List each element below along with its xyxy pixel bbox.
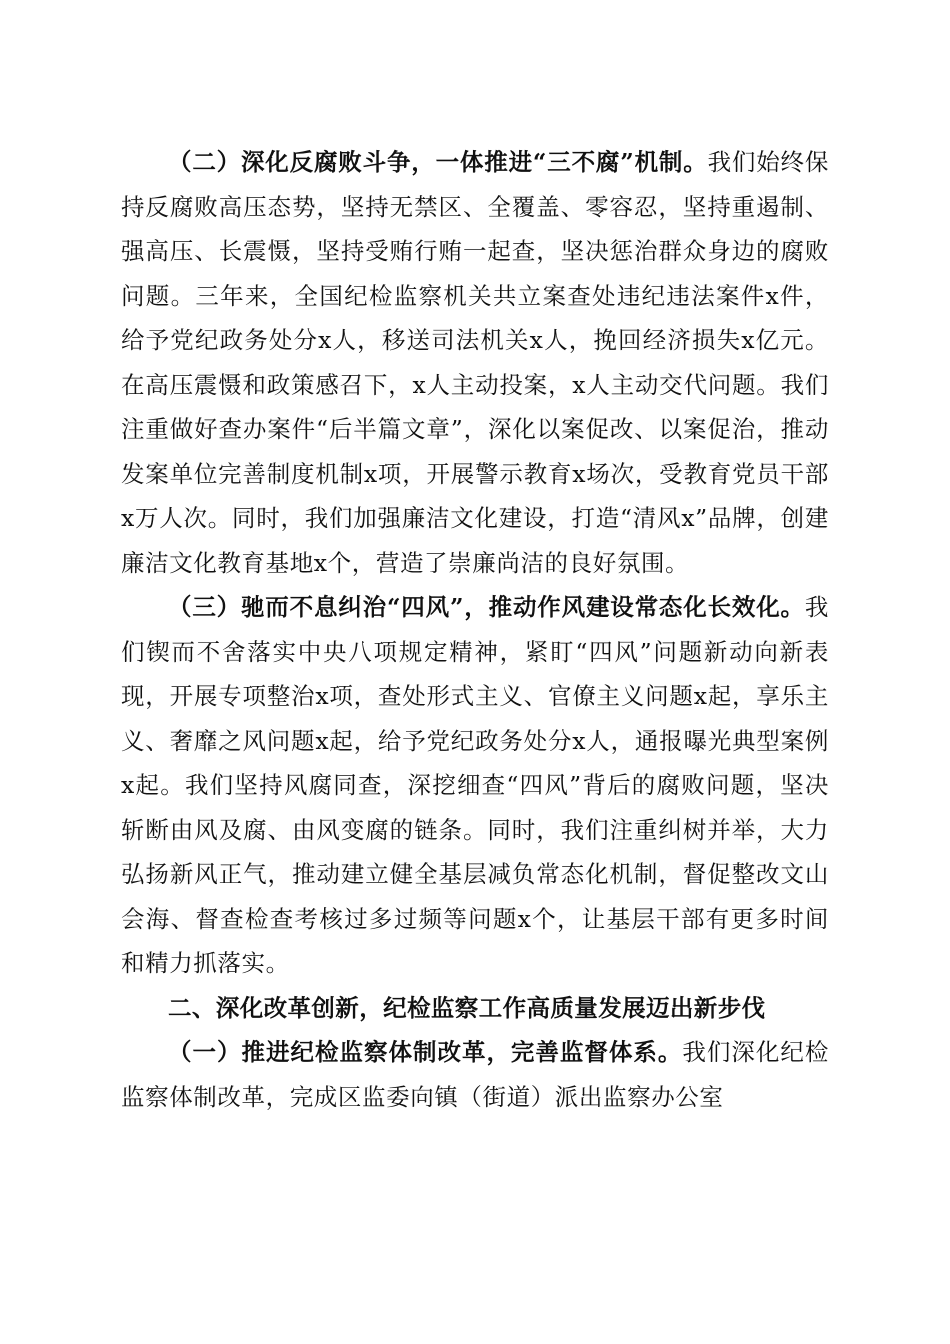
section-heading: 二、深化改革创新，纪检监察工作高质量发展迈出新步伐 [168,993,766,1022]
document-body [121,140,829,1119]
paragraph-four-winds [121,585,829,986]
paragraph-text: 我们锲而不舍落实中央八项规定精神，紧盯“四风”问题新动向新表现，开展专项整治x项，查处形式主义、官僚主义问题x起，享乐主义、奢靡之风问题x起，给予党纪政务处分x人，通报曝光典型案例x起。我们坚持风腐同查，深挖细查“四风”背后的腐败问题，坚决斩断由风及腐、由风变腐的链条。同时，我们注重纠树并举，大力弘扬新风正气，推动建立健全基层减负常态化机制，督促整改文山会海、督查检查考核过多过频等问题x个，让基层干部有更多时间和精力抓落实。 [121,593,829,977]
paragraph-lead: （二）深化反腐败斗争，一体推进“三不腐”机制。 [168,148,708,176]
paragraph-lead: （一）推进纪检监察体制改革，完善监督体系。 [168,1038,683,1066]
paragraph-text: 我们始终保持反腐败高压态势，坚持无禁区、全覆盖、零容忍，坚持重遏制、强高压、长震慑，坚持受贿行贿一起查，坚决惩治群众身边的腐败问题。三年来，全国纪检监察机关共立案查处违纪违法案件x件，给予党纪政务处分x人，移送司法机关x人，挽回经济损失x亿元。在高压震慑和政策感召下，x人主动投案，x人主动交代问题。我们注重做好查办案件“后半篇文章”，深化以案促改、以案促治，推动发案单位完善制度机制x项，开展警示教育x场次，受教育党员干部x万人次。同时，我们加强廉洁文化建设，打造“清风x”品牌，创建廉洁文化教育基地x个，营造了崇廉尚洁的良好氛围。 [121,148,829,577]
paragraph-text: 我们深化纪检监察体制改革，完成区监委向镇（街道）派出监察办公室 [121,1038,829,1111]
paragraph-anti-corruption [121,140,829,585]
paragraph-lead: （三）驰而不息纠治“四风”，推动作风建设常态化长效化。 [168,593,805,621]
paragraph-reform [121,1030,829,1119]
